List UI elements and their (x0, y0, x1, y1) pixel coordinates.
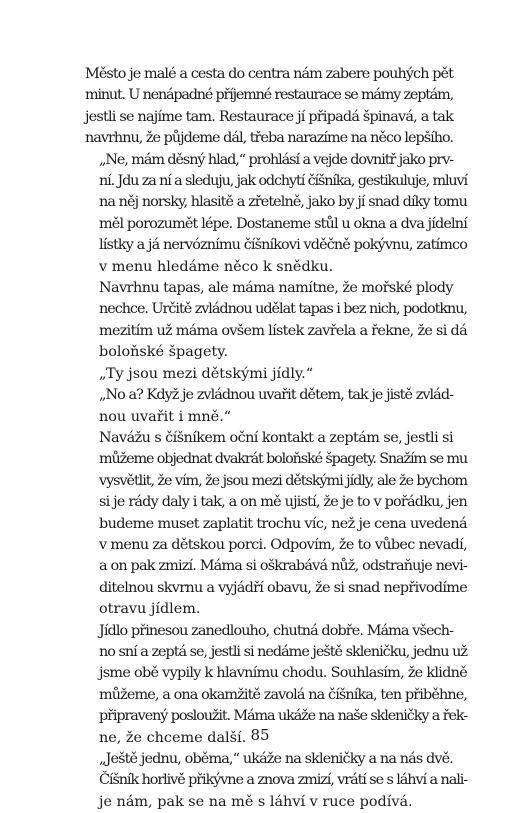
text-line: otravu jídlem. (99, 601, 201, 618)
text-line: připravený posloužit. Máma ukáže na naše skleničky a řek- (99, 708, 468, 725)
text-line: „Ne, mám děsný hlad,“ prohlásí a vejde dovnitř jako prv- (99, 151, 454, 168)
body-text (85, 64, 468, 813)
paragraph (85, 364, 453, 385)
paragraph (85, 278, 468, 364)
text-line: no sní a zeptá se, jestli si nedáme ještě skleničku, jednu už (99, 643, 467, 660)
text-line: v menu za dětskou porci. Odpovím, že to vůbec nevadí, (99, 536, 468, 553)
text-line: nou uvařit i mně.“ (99, 408, 232, 425)
text-line: je nám, pak se na mě s láhví v ruce podívá. (99, 793, 413, 810)
text-line: „No a? Když je zvládnou uvařit dětem, tak je jistě zvlád- (99, 387, 453, 404)
text-line: si je rády daly i tak, a on mě ujistí, že je to v pořádku, jen (99, 494, 467, 511)
text-line: můžeme, a ona okamžitě zavolá na číšníka, ten přiběhne, (99, 686, 468, 703)
page-number: 85 (250, 726, 270, 744)
text-line: Číšník horlivě přikývne a znova zmizí, vrátí se s láhví a nali- (99, 772, 468, 789)
text-line: Město je malé a cesta do centra nám zabere pouhých pět (85, 66, 453, 82)
text-line: „Ty jsou mezi dětskými jídly.“ (99, 365, 314, 382)
text-line: „Ještě jednu, oběma,“ ukáže na skleničky a na nás dvě. (99, 751, 453, 767)
text-line: Jídlo přinesou zanedlouho, chutná dobře. Máma všech- (99, 622, 454, 639)
paragraph (85, 749, 468, 813)
paragraph (85, 385, 453, 428)
text-line: nechce. Určitě zvládnou udělat tapas i bez nich, podotknu, (99, 301, 468, 318)
text-line: lístky a já nervóznímu číšníkovi vděčně pokývnu, zatímco (99, 237, 467, 254)
text-line: ditelnou skvrnu a vyjádří obavu, že si snad nepřivodíme (99, 579, 468, 596)
text-line: boloňské špagety. (99, 344, 229, 361)
text-line: měl porozumět lépe. Dostaneme stůl u okna a dva jídelní (99, 215, 467, 232)
text-line: budeme muset zaplatit trochu víc, než je cena uvedená (99, 515, 467, 532)
text-line: minut. U nenápadné příjemné restaurace se mámy zeptám, (85, 87, 453, 104)
text-line: Navrhnu tapas, ale máma namítne, že mořské plody (99, 280, 453, 297)
text-line: ní. Jdu za ní a sleduju, jak odchytí číšníka, gestikuluje, mluví (99, 173, 468, 190)
paragraph (85, 64, 453, 150)
text-line: Navážu s číšníkem oční kontakt a zeptám se, jestli si (99, 429, 453, 446)
text-line: ne, že chceme další. (99, 729, 247, 746)
text-line: v menu hledáme něco k snědku. (99, 258, 334, 275)
text-line: mezitím už máma ovšem lístek zavřela a řekne, že si dá (99, 322, 467, 339)
text-line: jestli se najíme tam. Restaurace jí připadá špinavá, a tak (85, 108, 453, 125)
paragraph (85, 150, 468, 278)
paragraph (85, 428, 468, 621)
text-line: na něj norsky, hlasitě a zřetelně, jako by jí snad díky tomu (99, 194, 468, 211)
text-line: můžeme objednat dvakrát boloňské špagety. Snažím se mu (99, 451, 468, 468)
text-line: vysvětlit, že vím, že jsou mezi dětskými jídly, ale že bychom (99, 472, 468, 489)
text-line: jsme obě vypily k hlavnímu chodu. Souhlasím, že klidně (99, 665, 468, 682)
text-line: a on pak zmizí. Máma si oškrabává nůž, odstraňuje nevi- (99, 558, 467, 575)
text-line: navrhnu, že půjdeme dál, třeba narazíme na něco lepšího. (85, 130, 454, 147)
